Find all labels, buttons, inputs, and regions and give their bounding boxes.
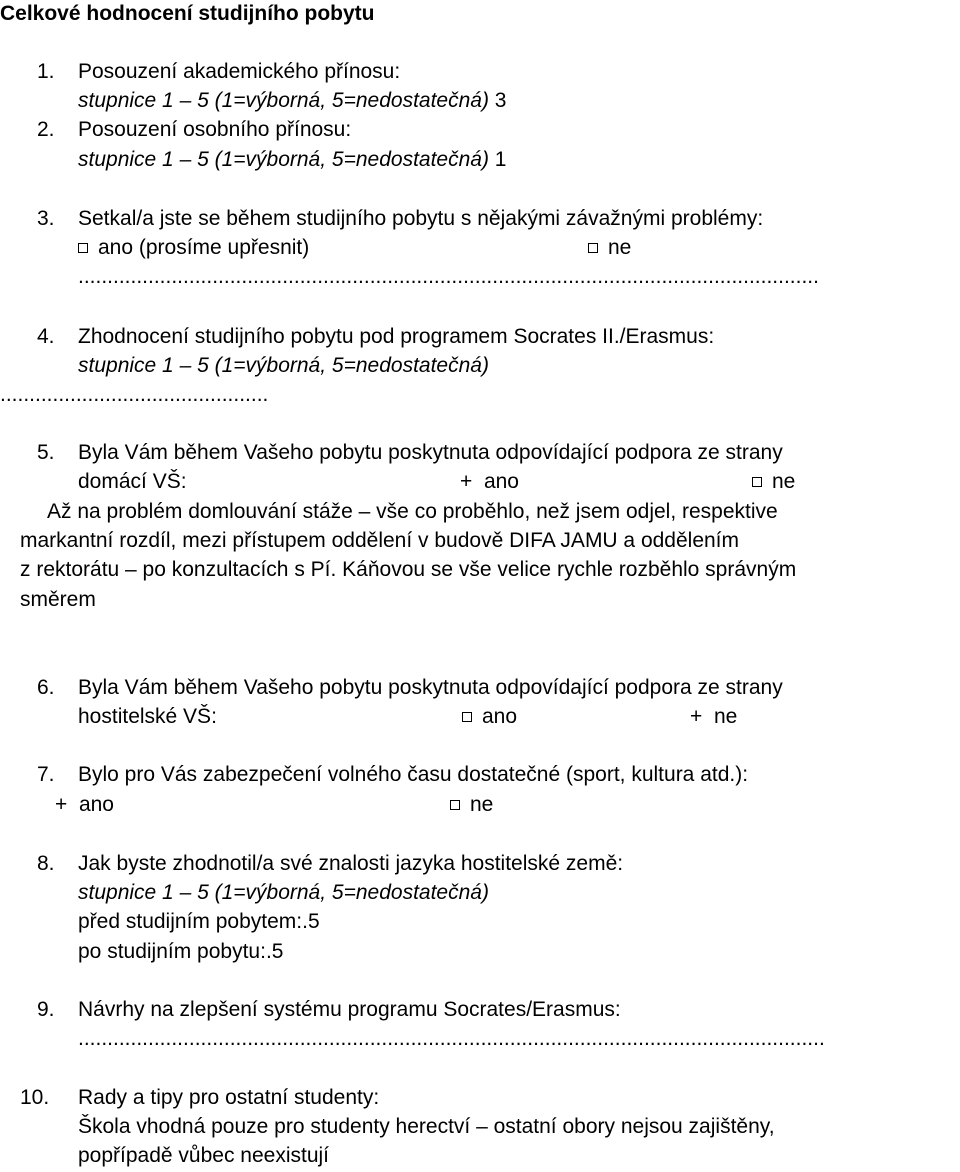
question-5-option-no[interactable] — [752, 470, 795, 494]
question-3-answer-dots: ............................................................................................................................... — [78, 265, 819, 288]
question-8-text: Jak byste zhodnotil/a své znalosti jazyka hostitelské země: — [78, 852, 624, 875]
checkbox-unchecked-icon[interactable] — [78, 243, 88, 253]
checkbox-unchecked-icon[interactable] — [752, 477, 762, 487]
question-6-option-no[interactable] — [690, 705, 737, 729]
question-6-text-2: hostitelské VŠ: — [78, 705, 217, 728]
question-5-comment-line: směrem — [20, 588, 96, 611]
question-3-option-no-label: ne — [608, 236, 632, 259]
question-10-text: Rady a tipy pro ostatní studenty: — [78, 1086, 380, 1109]
question-3-text: Setkal/a jste se během studijního pobytu s nějakými závažnými problémy: — [78, 207, 764, 230]
question-4-number: 4. — [37, 325, 55, 348]
question-2-scale: stupnice 1 – 5 (1=výborná, 5=nedostatečná) — [78, 148, 489, 171]
question-5-option-no-label: ne — [772, 470, 796, 493]
question-8-before: před studijním pobytem:.5 — [78, 910, 320, 933]
question-5-option-yes[interactable] — [460, 470, 519, 494]
question-2-text: Posouzení osobního přínosu: — [78, 118, 352, 141]
question-4-answer-dots: .............................................. — [0, 383, 269, 406]
question-5-comment-line: z rektorátu – po konzultacích s Pí. Káňovou se vše velice rychle rozběhlo správným — [20, 558, 797, 581]
question-7-option-no[interactable] — [450, 793, 493, 817]
question-1-answer: 3 — [494, 89, 507, 112]
question-5-text: Byla Vám během Vašeho pobytu poskytnuta odpovídající podpora ze strany — [78, 441, 783, 464]
checkbox-unchecked-icon[interactable] — [588, 243, 598, 253]
question-9-number: 9. — [37, 998, 55, 1021]
question-10-answer-line: Škola vhodná pouze pro studenty herectví – ostatní obory nejsou zajištěny, — [78, 1115, 775, 1138]
question-7-option-no-label: ne — [470, 793, 494, 816]
question-2-answer: 1 — [494, 148, 507, 171]
question-8-after: po studijním pobytu:.5 — [78, 940, 284, 963]
question-9-answer-dots: ................................................................................................................................ — [78, 1027, 825, 1050]
question-10-answer-line: popřípadě vůbec neexistují — [78, 1144, 330, 1167]
question-7-number: 7. — [37, 763, 55, 786]
question-5-text-2: domácí VŠ: — [78, 470, 187, 493]
question-4-scale: stupnice 1 – 5 (1=výborná, 5=nedostatečná) — [78, 354, 489, 377]
question-1-scale-line — [78, 89, 506, 113]
question-2-number: 2. — [37, 118, 55, 141]
checkbox-unchecked-icon[interactable] — [462, 712, 472, 722]
document-title: Celkové hodnocení studijního pobytu — [0, 2, 375, 25]
question-7-option-yes[interactable] — [55, 793, 114, 817]
question-7-option-yes-label: ano — [78, 793, 114, 816]
question-1-scale: stupnice 1 – 5 (1=výborná, 5=nedostatečná) — [78, 89, 489, 112]
question-2-scale-line — [78, 148, 506, 172]
checkbox-unchecked-icon[interactable] — [450, 800, 460, 810]
question-3-option-yes[interactable] — [78, 236, 309, 260]
question-1-text: Posouzení akademického přínosu: — [78, 60, 401, 83]
question-5-comment-line: markantní rozdíl, mezi přístupem oddělení v budově DIFA JAMU a oddělením — [20, 529, 740, 552]
question-3-option-no[interactable] — [588, 236, 631, 260]
question-6-option-yes[interactable] — [462, 705, 517, 729]
question-5-option-yes-label: ano — [483, 470, 519, 493]
question-6-option-yes-label: ano — [482, 705, 518, 728]
question-6-option-no-label: ne — [713, 705, 738, 728]
question-1-number: 1. — [37, 60, 55, 83]
question-8-scale: stupnice 1 – 5 (1=výborná, 5=nedostatečná) — [78, 881, 489, 904]
question-5-number: 5. — [37, 441, 55, 464]
selected-plus-icon: + — [690, 705, 703, 728]
question-6-text: Byla Vám během Vašeho pobytu poskytnuta odpovídající podpora ze strany — [78, 676, 783, 699]
selected-plus-icon: + — [460, 470, 473, 493]
question-5-comment-line: Až na problém domlouvání stáže – vše co proběhlo, než jsem odjel, respektive — [47, 500, 778, 523]
question-8-number: 8. — [37, 852, 55, 875]
question-3-number: 3. — [37, 207, 55, 230]
question-4-text: Zhodnocení studijního pobytu pod programem Socrates II./Erasmus: — [78, 325, 715, 348]
question-7-text: Bylo pro Vás zabezpečení volného času dostatečné (sport, kultura atd.): — [78, 763, 749, 786]
question-6-number: 6. — [37, 676, 55, 699]
question-10-number: 10. — [20, 1086, 50, 1109]
selected-plus-icon: + — [55, 793, 68, 816]
question-3-option-yes-label: ano (prosíme upřesnit) — [98, 236, 310, 259]
question-9-text: Návrhy na zlepšení systému programu Socrates/Erasmus: — [78, 998, 621, 1021]
